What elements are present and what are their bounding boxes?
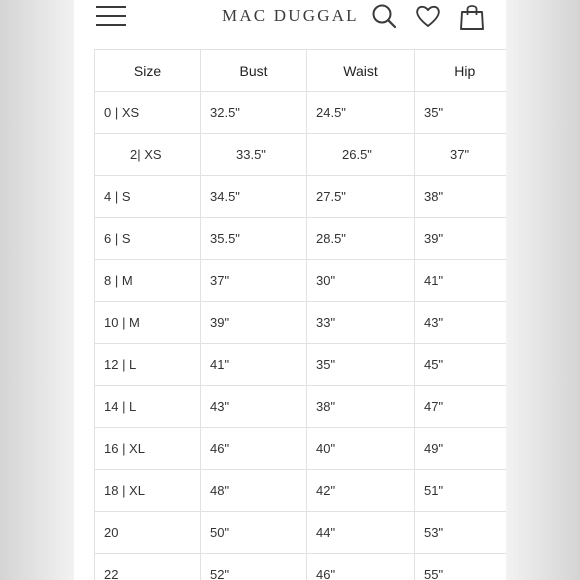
cell-hip: 55" xyxy=(415,554,507,580)
cell-size: 14 | L xyxy=(95,386,201,428)
cell-waist: 24.5" xyxy=(307,92,415,134)
cell-size: 6 | S xyxy=(95,218,201,260)
menu-icon[interactable] xyxy=(96,4,126,28)
column-header-bust: Bust xyxy=(201,50,307,92)
column-header-waist: Waist xyxy=(307,50,415,92)
cell-bust: 41" xyxy=(201,344,307,386)
table-row xyxy=(95,92,507,134)
cell-hip: 38" xyxy=(415,176,507,218)
cell-waist: 33" xyxy=(307,302,415,344)
cell-size: 4 | S xyxy=(95,176,201,218)
table-row xyxy=(95,344,507,386)
cell-waist: 38" xyxy=(307,386,415,428)
cell-bust: 35.5" xyxy=(201,218,307,260)
cell-hip: 39" xyxy=(415,218,507,260)
mobile-page xyxy=(74,0,506,580)
table-row xyxy=(95,428,507,470)
shopping-bag-icon[interactable] xyxy=(458,2,486,30)
cell-waist: 30" xyxy=(307,260,415,302)
cell-hip: 37" xyxy=(415,134,507,176)
cell-size: 2| XS xyxy=(95,134,201,176)
cell-waist: 46" xyxy=(307,554,415,580)
cell-bust: 43" xyxy=(201,386,307,428)
cell-waist: 27.5" xyxy=(307,176,415,218)
table-row xyxy=(95,302,507,344)
cell-size: 0 | XS xyxy=(95,92,201,134)
column-header-hip: Hip xyxy=(415,50,507,92)
table-row xyxy=(95,512,507,554)
cell-waist: 35" xyxy=(307,344,415,386)
table-row xyxy=(95,176,507,218)
table-row xyxy=(95,134,507,176)
cell-waist: 42" xyxy=(307,470,415,512)
cell-size: 18 | XL xyxy=(95,470,201,512)
cell-waist: 26.5" xyxy=(307,134,415,176)
cell-bust: 34.5" xyxy=(201,176,307,218)
background-left-edge xyxy=(0,0,74,580)
brand-logo[interactable]: MAC DUGGAL xyxy=(222,6,359,25)
cell-bust: 32.5" xyxy=(201,92,307,134)
heart-icon[interactable] xyxy=(414,2,442,30)
cell-bust: 48" xyxy=(201,470,307,512)
cell-size: 12 | L xyxy=(95,344,201,386)
cell-bust: 46" xyxy=(201,428,307,470)
table-header-row xyxy=(95,50,507,92)
size-chart-table xyxy=(94,49,506,580)
column-header-size: Size xyxy=(95,50,201,92)
cell-hip: 47" xyxy=(415,386,507,428)
table-row xyxy=(95,554,507,580)
cell-size: 16 | XL xyxy=(95,428,201,470)
cell-hip: 41" xyxy=(415,260,507,302)
background-right-edge xyxy=(506,0,580,580)
cell-size: 10 | M xyxy=(95,302,201,344)
cell-bust: 33.5" xyxy=(201,134,307,176)
cell-hip: 35" xyxy=(415,92,507,134)
table-row xyxy=(95,470,507,512)
table-row xyxy=(95,260,507,302)
cell-waist: 44" xyxy=(307,512,415,554)
table-row xyxy=(95,386,507,428)
cell-bust: 52" xyxy=(201,554,307,580)
cell-size: 22 xyxy=(95,554,201,580)
cell-hip: 51" xyxy=(415,470,507,512)
cell-size: 20 xyxy=(95,512,201,554)
cell-bust: 37" xyxy=(201,260,307,302)
table-row xyxy=(95,218,507,260)
cell-bust: 39" xyxy=(201,302,307,344)
cell-hip: 45" xyxy=(415,344,507,386)
cell-hip: 43" xyxy=(415,302,507,344)
cell-hip: 49" xyxy=(415,428,507,470)
cell-waist: 40" xyxy=(307,428,415,470)
cell-hip: 53" xyxy=(415,512,507,554)
cell-size: 8 | M xyxy=(95,260,201,302)
site-header xyxy=(74,0,506,48)
search-icon[interactable] xyxy=(370,2,398,30)
cell-waist: 28.5" xyxy=(307,218,415,260)
cell-bust: 50" xyxy=(201,512,307,554)
